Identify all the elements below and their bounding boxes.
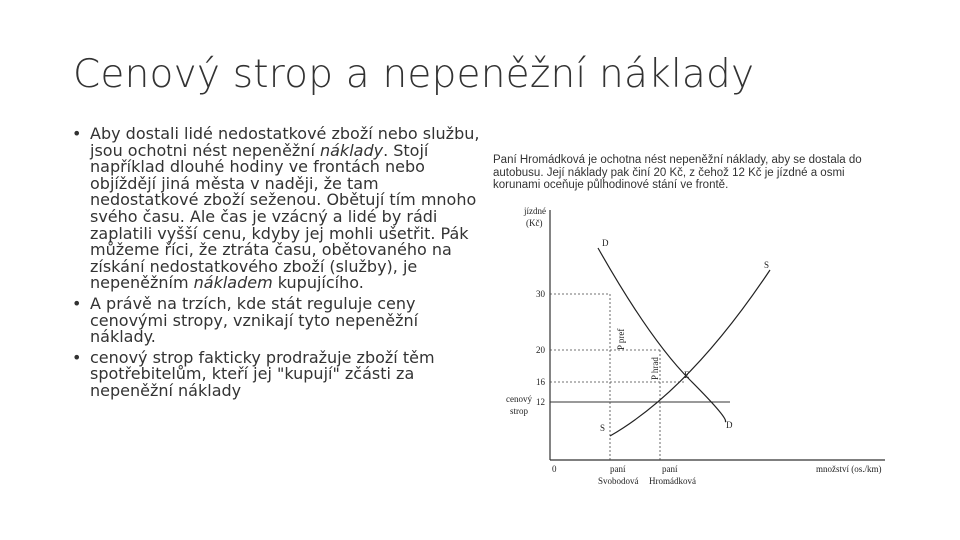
bullet-1-text-start: Aby dostali lidé nedostatkové zboží nebo službu, jsou ochotni nést nepeněžní: [90, 124, 480, 160]
price-ceiling-label-line1: cenový: [506, 394, 532, 404]
supply-demand-chart: [500, 200, 900, 495]
x-mark-svobodova-line2: Svobodová: [598, 476, 639, 486]
y-tick-16: 16: [536, 377, 545, 387]
bullet-item-1: [70, 126, 480, 292]
demand-label-top: D: [602, 238, 609, 248]
supply-label-top: S: [764, 260, 770, 270]
supply-curve: [610, 270, 770, 436]
demand-label-bottom: D: [726, 420, 733, 430]
x-axis-label: množství (os./km): [816, 464, 882, 474]
origin-label: 0: [552, 464, 557, 474]
bullet-1-text-end: kupujícího.: [272, 273, 364, 293]
annotation-p-pref: P pref: [616, 328, 626, 350]
price-ceiling-label-line2: strop: [510, 406, 528, 416]
x-mark-hromadkova-line1: paní: [662, 464, 678, 474]
slide-title: Cenový strop a nepeněžní náklady: [73, 52, 755, 97]
bullet-item-2: [70, 293, 480, 347]
bullet-3-text: cenový strop fakticky prodražuje zboží těm spotřebitelům, kteří jej "kupují" zčásti za nepeněžní náklady: [90, 347, 435, 400]
supply-label-bottom: S: [600, 423, 606, 433]
figure-caption: Paní Hromádková je ochotna nést nepeněžní náklady, aby se dostala do autobusu. Její náklady pak činí 20 Kč, z čehož 12 Kč je jízdné a osmi korunami oceňuje půlhodinové stání ve frontě.: [493, 154, 862, 191]
y-tick-12: 12: [536, 397, 545, 407]
bullet-1-text-middle: . Stojí například dlouhé hodiny ve frontách nebo objíždějí jiná města v naději, že tam nedostatkové zboží seženou. Obětují tím mnoho svého času. Ale čas je vzácný a lidé by rádi zaplatili vyšší cenu, kdyby jej mohli ušetřit. Pák můžeme říci, že ztráta času, obětovaného na získání nedostatkového zboží (služby), je nepeněžním: [90, 140, 477, 293]
y-tick-30: 30: [536, 289, 545, 299]
y-axis-label-line2: (Kč): [526, 218, 543, 228]
bullet-list: [70, 126, 480, 404]
bullet-item-3: [70, 347, 480, 400]
x-mark-svobodova-line1: paní: [610, 464, 626, 474]
annotation-p-hrad: P hrad: [650, 357, 660, 380]
bullet-1-emphasis-nakladem: nákladem: [193, 273, 273, 293]
bullet-1-emphasis-naklady: náklady: [319, 140, 384, 160]
x-mark-hromadkova-line2: Hromádková: [649, 476, 696, 486]
y-axis-label-line1: jízdné: [524, 206, 546, 216]
equilibrium-label: E: [684, 370, 690, 380]
y-tick-20: 20: [536, 345, 545, 355]
bullet-2-text: A právě na trzích, kde stát reguluje ceny cenovými stropy, vznikají tyto nepeněžní náklady.: [90, 293, 419, 347]
